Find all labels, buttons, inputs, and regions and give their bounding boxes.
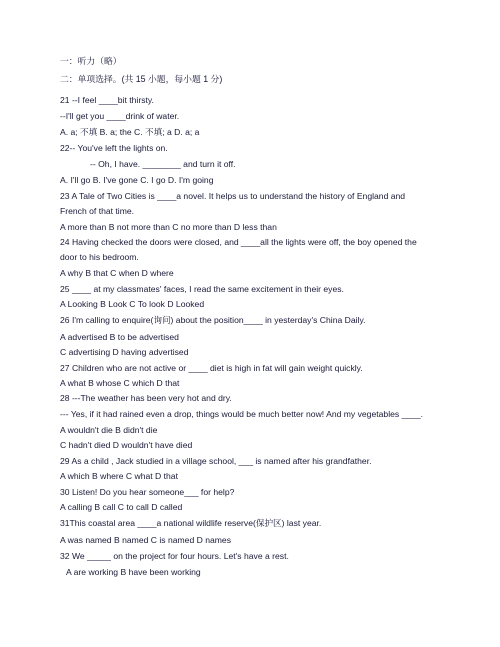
question-29-options: A which B where C what D that [60,471,178,481]
question-28-options-2: C hadn't died D wouldn't have died [60,440,193,450]
question-23-options: A more than B not more than C no more than D less than [60,222,277,232]
question-27-options: A what B whose C which D that [60,378,180,388]
question-21-line-1: 21 --I feel ____bit thirsty. [60,95,154,105]
question-21-options: A. a; 不填 B. a; the C. 不填; a D. a; a [60,127,200,137]
question-22-options: A. I'll go B. I've gone C. I go D. I'm going [60,175,214,185]
question-24-line-2: door to his bedroom. [60,252,139,262]
question-31-options: A was named B named C is named D names [60,535,232,545]
question-26-options-2: C advertising D having advertised [60,347,189,357]
question-30-line-1: 30 Listen! Do you hear someone___ for help? [60,487,235,497]
question-21-line-2: --I'll get you ____drink of water. [60,111,180,121]
question-31-line-1: 31This coastal area ____a national wildlife reserve(保护区) last year. [60,518,322,528]
question-28-line-1: 28 ---The weather has been very hot and dry. [60,393,232,403]
question-27-line-1: 27 Children who are not active or ____ diet is high in fat will gain weight quickly. [60,363,363,373]
question-32-line-1: 32 We _____ on the project for four hours. Let's have a rest. [60,551,289,561]
question-28-line-2: --- Yes, if it had rained even a drop, things would be much better now! And my vegetables ____. [60,409,424,419]
question-23-line-2: French of that time. [60,206,135,216]
section-heading-listening: 一：听力（略） [60,56,122,66]
question-22-line-1: 22-- You've left the lights on. [60,143,168,153]
question-22-line-2: -- Oh, I have. ________ and turn it off. [90,159,236,169]
question-29-line-1: 29 As a child , Jack studied in a village school, ___ is named after his grandfather. [60,456,372,466]
question-32-options: A are working B have been working [66,567,201,577]
section-heading-choice: 二：单项选择。(共 15 小题，每小题 1 分) [60,74,223,84]
question-26-options-1: A advertised B to be advertised [60,332,179,342]
question-24-options: A why B that C when D where [60,268,174,278]
question-25-line-1: 25 ____ at my classmates' faces, I read the same excitement in their eyes. [60,284,344,294]
question-25-options: A Looking B Look C To look D Looked [60,299,205,309]
question-23-line-1: 23 A Tale of Two Cities is ____a novel. It helps us to understand the history of England and [60,191,406,201]
question-30-options: A calling B call C to call D called [60,502,183,512]
question-26-line-1: 26 I'm calling to enquire(询问) about the position____ in yesterday's China Daily. [60,315,366,325]
question-24-line-1: 24 Having checked the doors were closed, and ____all the lights were off, the boy opened the [60,237,417,247]
question-28-options-1: A wouldn't die B didn't die [60,425,158,435]
